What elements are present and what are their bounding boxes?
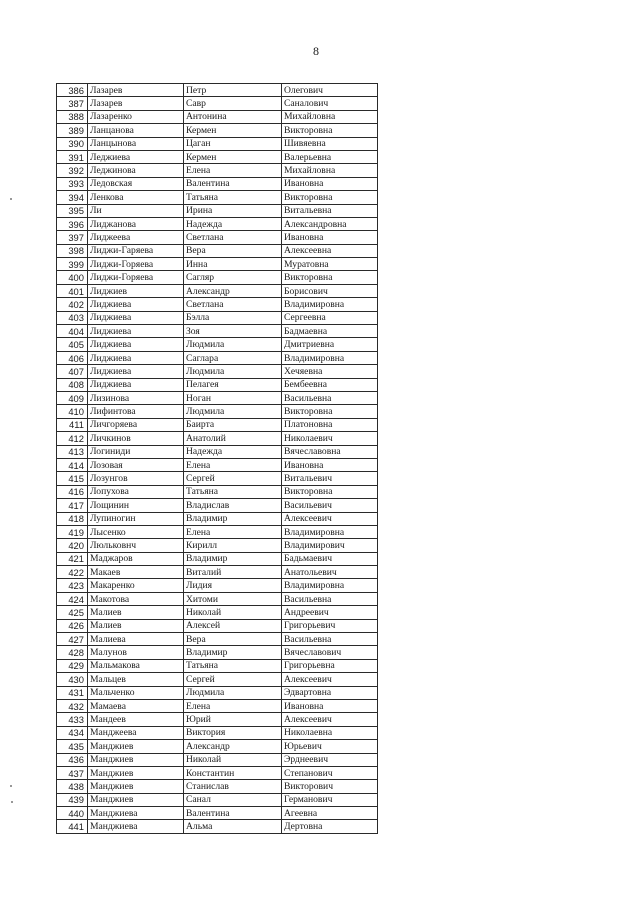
row-number: 429	[57, 659, 88, 672]
row-number: 401	[57, 284, 88, 297]
row-number: 404	[57, 325, 88, 338]
table-row	[57, 378, 378, 391]
patronymic-cell: Агеевна	[282, 807, 378, 820]
first-name-cell: Анатолий	[184, 432, 282, 445]
first-name-cell: Саглара	[184, 351, 282, 364]
table-row	[57, 686, 378, 699]
surname-cell: Лиджи-Горяева	[88, 271, 184, 284]
surname-cell: Манджиева	[88, 807, 184, 820]
patronymic-cell: Германович	[282, 793, 378, 806]
row-number: 397	[57, 231, 88, 244]
table-row	[57, 726, 378, 739]
surname-cell: Лысенко	[88, 525, 184, 538]
first-name-cell: Константин	[184, 766, 282, 779]
surname-cell: Манджиев	[88, 740, 184, 753]
surname-cell: Малиев	[88, 606, 184, 619]
first-name-cell: Александр	[184, 284, 282, 297]
surname-cell: Манджиева	[88, 820, 184, 833]
patronymic-cell: Дмитриевна	[282, 338, 378, 351]
surname-cell: Малиева	[88, 633, 184, 646]
table-row	[57, 338, 378, 351]
row-number: 430	[57, 673, 88, 686]
surname-cell: Лазаренко	[88, 110, 184, 123]
table-row	[57, 673, 378, 686]
table-row	[57, 204, 378, 217]
row-number: 386	[57, 84, 88, 97]
first-name-cell: Савр	[184, 97, 282, 110]
first-name-cell: Светлана	[184, 231, 282, 244]
patronymic-cell: Вячеславовна	[282, 445, 378, 458]
table-row	[57, 766, 378, 779]
row-number: 412	[57, 432, 88, 445]
table-row	[57, 271, 378, 284]
table-row	[57, 753, 378, 766]
surname-cell: Лиджиева	[88, 298, 184, 311]
page-number: 8	[313, 44, 319, 58]
first-name-cell: Владимир	[184, 552, 282, 565]
surname-cell: Мальцев	[88, 673, 184, 686]
surname-cell: Макаев	[88, 566, 184, 579]
first-name-cell: Кермен	[184, 150, 282, 163]
table-row	[57, 231, 378, 244]
first-name-cell: Санал	[184, 793, 282, 806]
table-row	[57, 244, 378, 257]
table-row	[57, 191, 378, 204]
row-number: 420	[57, 539, 88, 552]
surname-cell: Ли	[88, 204, 184, 217]
table-row	[57, 499, 378, 512]
row-number: 396	[57, 217, 88, 230]
row-number: 407	[57, 365, 88, 378]
patronymic-cell: Алексеевич	[282, 713, 378, 726]
row-number: 387	[57, 97, 88, 110]
surname-cell: Лиджиева	[88, 378, 184, 391]
table-row	[57, 793, 378, 806]
patronymic-cell: Алексеевич	[282, 673, 378, 686]
first-name-cell: Елена	[184, 164, 282, 177]
table-row	[57, 150, 378, 163]
table-row	[57, 552, 378, 565]
table-row	[57, 110, 378, 123]
surname-cell: Лощинин	[88, 499, 184, 512]
first-name-cell: Инна	[184, 258, 282, 271]
row-number: 403	[57, 311, 88, 324]
patronymic-cell: Александровна	[282, 217, 378, 230]
patronymic-cell: Ивановна	[282, 231, 378, 244]
first-name-cell: Татьяна	[184, 191, 282, 204]
table-row	[57, 405, 378, 418]
first-name-cell: Бэлла	[184, 311, 282, 324]
surname-cell: Лиджи-Гаряева	[88, 244, 184, 257]
table-row	[57, 566, 378, 579]
row-number: 388	[57, 110, 88, 123]
table-row	[57, 84, 378, 97]
table-row	[57, 512, 378, 525]
surname-cell: Лиджиева	[88, 351, 184, 364]
first-name-cell: Людмила	[184, 405, 282, 418]
patronymic-cell: Васильевна	[282, 633, 378, 646]
table-row	[57, 472, 378, 485]
row-number: 402	[57, 298, 88, 311]
surname-cell: Лиджеева	[88, 231, 184, 244]
patronymic-cell: Николаевич	[282, 432, 378, 445]
table-row	[57, 325, 378, 338]
surname-cell: Макотова	[88, 592, 184, 605]
table-row	[57, 659, 378, 672]
first-name-cell: Антонина	[184, 110, 282, 123]
patronymic-cell: Эрднеевич	[282, 753, 378, 766]
row-number: 438	[57, 780, 88, 793]
surname-cell: Люльковнч	[88, 539, 184, 552]
row-number: 391	[57, 150, 88, 163]
patronymic-cell: Валерьевна	[282, 150, 378, 163]
surname-cell: Лазарев	[88, 84, 184, 97]
table-row	[57, 124, 378, 137]
patronymic-cell: Владимирович	[282, 539, 378, 552]
row-number: 416	[57, 485, 88, 498]
patronymic-cell: Васильевна	[282, 391, 378, 404]
patronymic-cell: Михайловна	[282, 110, 378, 123]
patronymic-cell: Васильевич	[282, 499, 378, 512]
patronymic-cell: Муратовна	[282, 258, 378, 271]
row-number: 439	[57, 793, 88, 806]
table-row	[57, 311, 378, 324]
patronymic-cell: Владимировна	[282, 579, 378, 592]
table-row	[57, 217, 378, 230]
first-name-cell: Юрий	[184, 713, 282, 726]
patronymic-cell: Бадьмаевич	[282, 552, 378, 565]
surname-cell: Мамаева	[88, 699, 184, 712]
first-name-cell: Зоя	[184, 325, 282, 338]
patronymic-cell: Вячеславович	[282, 646, 378, 659]
surname-cell: Лиджи-Горяева	[88, 258, 184, 271]
first-name-cell: Валентина	[184, 807, 282, 820]
patronymic-cell: Ивановна	[282, 177, 378, 190]
table-row	[57, 539, 378, 552]
row-number: 399	[57, 258, 88, 271]
patronymic-cell: Владимировна	[282, 298, 378, 311]
row-number: 415	[57, 472, 88, 485]
names-table-body	[57, 84, 378, 834]
scan-speck	[10, 785, 12, 787]
table-row	[57, 351, 378, 364]
first-name-cell: Кермен	[184, 124, 282, 137]
patronymic-cell: Платоновна	[282, 418, 378, 431]
first-name-cell: Татьяна	[184, 485, 282, 498]
first-name-cell: Людмила	[184, 686, 282, 699]
patronymic-cell: Эдвартовна	[282, 686, 378, 699]
row-number: 417	[57, 499, 88, 512]
first-name-cell: Елена	[184, 699, 282, 712]
row-number: 437	[57, 766, 88, 779]
row-number: 419	[57, 525, 88, 538]
first-name-cell: Сергей	[184, 673, 282, 686]
surname-cell: Лозунгов	[88, 472, 184, 485]
table-row	[57, 258, 378, 271]
surname-cell: Макаренко	[88, 579, 184, 592]
row-number: 433	[57, 713, 88, 726]
surname-cell: Ледовская	[88, 177, 184, 190]
first-name-cell: Владимир	[184, 512, 282, 525]
surname-cell: Лиджиева	[88, 311, 184, 324]
first-name-cell: Вера	[184, 633, 282, 646]
row-number: 441	[57, 820, 88, 833]
table-row	[57, 164, 378, 177]
surname-cell: Лазарев	[88, 97, 184, 110]
surname-cell: Малиев	[88, 619, 184, 632]
patronymic-cell: Васильевна	[282, 592, 378, 605]
first-name-cell: Ноган	[184, 391, 282, 404]
patronymic-cell: Ивановна	[282, 699, 378, 712]
table-row	[57, 646, 378, 659]
surname-cell: Лиджиева	[88, 325, 184, 338]
row-number: 398	[57, 244, 88, 257]
surname-cell: Ланцынова	[88, 137, 184, 150]
patronymic-cell: Дертовна	[282, 820, 378, 833]
first-name-cell: Сергей	[184, 472, 282, 485]
surname-cell: Лифинтова	[88, 405, 184, 418]
row-number: 423	[57, 579, 88, 592]
surname-cell: Манджиев	[88, 793, 184, 806]
patronymic-cell: Михайловна	[282, 164, 378, 177]
patronymic-cell: Алексеевна	[282, 244, 378, 257]
patronymic-cell: Шивяевна	[282, 137, 378, 150]
patronymic-cell: Саналович	[282, 97, 378, 110]
first-name-cell: Надежда	[184, 217, 282, 230]
row-number: 390	[57, 137, 88, 150]
surname-cell: Лиджиева	[88, 338, 184, 351]
patronymic-cell: Анатольевич	[282, 566, 378, 579]
patronymic-cell: Борисович	[282, 284, 378, 297]
row-number: 405	[57, 338, 88, 351]
first-name-cell: Сагляр	[184, 271, 282, 284]
table-row	[57, 445, 378, 458]
row-number: 428	[57, 646, 88, 659]
table-row	[57, 713, 378, 726]
row-number: 410	[57, 405, 88, 418]
table-row	[57, 579, 378, 592]
patronymic-cell: Николаевна	[282, 726, 378, 739]
row-number: 426	[57, 619, 88, 632]
patronymic-cell: Ивановна	[282, 458, 378, 471]
patronymic-cell: Владимировна	[282, 525, 378, 538]
surname-cell: Мандеев	[88, 713, 184, 726]
surname-cell: Личгоряева	[88, 418, 184, 431]
row-number: 418	[57, 512, 88, 525]
first-name-cell: Вера	[184, 244, 282, 257]
surname-cell: Ленкова	[88, 191, 184, 204]
table-row	[57, 284, 378, 297]
table-row	[57, 432, 378, 445]
first-name-cell: Людмила	[184, 365, 282, 378]
first-name-cell: Ирина	[184, 204, 282, 217]
row-number: 414	[57, 458, 88, 471]
first-name-cell: Баирта	[184, 418, 282, 431]
surname-cell: Манджиев	[88, 780, 184, 793]
row-number: 435	[57, 740, 88, 753]
row-number: 432	[57, 699, 88, 712]
surname-cell: Логиниди	[88, 445, 184, 458]
table-row	[57, 606, 378, 619]
patronymic-cell: Алексеевич	[282, 512, 378, 525]
surname-cell: Мальмакова	[88, 659, 184, 672]
scan-speck	[11, 801, 13, 803]
table-row	[57, 365, 378, 378]
row-number: 408	[57, 378, 88, 391]
row-number: 400	[57, 271, 88, 284]
first-name-cell: Владислав	[184, 499, 282, 512]
patronymic-cell: Григорьевич	[282, 619, 378, 632]
first-name-cell: Владимир	[184, 646, 282, 659]
table-row	[57, 807, 378, 820]
patronymic-cell: Викторовна	[282, 271, 378, 284]
row-number: 392	[57, 164, 88, 177]
table-row	[57, 780, 378, 793]
first-name-cell: Виталий	[184, 566, 282, 579]
first-name-cell: Хитоми	[184, 592, 282, 605]
row-number: 394	[57, 191, 88, 204]
table-row	[57, 592, 378, 605]
surname-cell: Маджаров	[88, 552, 184, 565]
row-number: 440	[57, 807, 88, 820]
surname-cell: Лиджанова	[88, 217, 184, 230]
row-number: 421	[57, 552, 88, 565]
row-number: 427	[57, 633, 88, 646]
surname-cell: Лиджиев	[88, 284, 184, 297]
row-number: 422	[57, 566, 88, 579]
patronymic-cell: Викторовна	[282, 191, 378, 204]
first-name-cell: Лидия	[184, 579, 282, 592]
surname-cell: Лупиногин	[88, 512, 184, 525]
row-number: 411	[57, 418, 88, 431]
patronymic-cell: Викторовна	[282, 405, 378, 418]
patronymic-cell: Степанович	[282, 766, 378, 779]
table-row	[57, 699, 378, 712]
table-row	[57, 177, 378, 190]
row-number: 431	[57, 686, 88, 699]
table-row	[57, 820, 378, 833]
row-number: 413	[57, 445, 88, 458]
row-number: 425	[57, 606, 88, 619]
row-number: 424	[57, 592, 88, 605]
surname-cell: Личкинов	[88, 432, 184, 445]
surname-cell: Манджиев	[88, 766, 184, 779]
patronymic-cell: Викторовна	[282, 485, 378, 498]
patronymic-cell: Владимировна	[282, 351, 378, 364]
first-name-cell: Светлана	[184, 298, 282, 311]
first-name-cell: Алексей	[184, 619, 282, 632]
table-row	[57, 525, 378, 538]
row-number: 395	[57, 204, 88, 217]
patronymic-cell: Витальевна	[282, 204, 378, 217]
table-row	[57, 619, 378, 632]
first-name-cell: Станислав	[184, 780, 282, 793]
first-name-cell: Людмила	[184, 338, 282, 351]
table-row	[57, 485, 378, 498]
patronymic-cell: Бембеевна	[282, 378, 378, 391]
patronymic-cell: Викторовна	[282, 124, 378, 137]
surname-cell: Мальченко	[88, 686, 184, 699]
first-name-cell: Александр	[184, 740, 282, 753]
first-name-cell: Надежда	[184, 445, 282, 458]
patronymic-cell: Андреевич	[282, 606, 378, 619]
patronymic-cell: Витальевич	[282, 472, 378, 485]
first-name-cell: Елена	[184, 525, 282, 538]
table-row	[57, 391, 378, 404]
first-name-cell: Петр	[184, 84, 282, 97]
first-name-cell: Альма	[184, 820, 282, 833]
table-row	[57, 137, 378, 150]
patronymic-cell: Сергеевна	[282, 311, 378, 324]
first-name-cell: Елена	[184, 458, 282, 471]
patronymic-cell: Бадмаевна	[282, 325, 378, 338]
first-name-cell: Цаган	[184, 137, 282, 150]
table-row	[57, 418, 378, 431]
table-row	[57, 298, 378, 311]
surname-cell: Ланцанова	[88, 124, 184, 137]
row-number: 434	[57, 726, 88, 739]
surname-cell: Малунов	[88, 646, 184, 659]
first-name-cell: Татьяна	[184, 659, 282, 672]
first-name-cell: Виктория	[184, 726, 282, 739]
surname-cell: Леджинова	[88, 164, 184, 177]
surname-cell: Манджиев	[88, 753, 184, 766]
first-name-cell: Валентина	[184, 177, 282, 190]
row-number: 389	[57, 124, 88, 137]
table-row	[57, 458, 378, 471]
table-row	[57, 97, 378, 110]
first-name-cell: Николай	[184, 753, 282, 766]
surname-cell: Лиджиева	[88, 365, 184, 378]
patronymic-cell: Викторович	[282, 780, 378, 793]
patronymic-cell: Юрьевич	[282, 740, 378, 753]
patronymic-cell: Хечяевна	[282, 365, 378, 378]
surname-cell: Лозовая	[88, 458, 184, 471]
names-table	[56, 83, 378, 834]
surname-cell: Лизинова	[88, 391, 184, 404]
table-row	[57, 633, 378, 646]
first-name-cell: Николай	[184, 606, 282, 619]
row-number: 406	[57, 351, 88, 364]
surname-cell: Лопухова	[88, 485, 184, 498]
patronymic-cell: Олегович	[282, 84, 378, 97]
surname-cell: Леджиева	[88, 150, 184, 163]
row-number: 436	[57, 753, 88, 766]
first-name-cell: Пелагея	[184, 378, 282, 391]
surname-cell: Манджеева	[88, 726, 184, 739]
row-number: 393	[57, 177, 88, 190]
first-name-cell: Кирилл	[184, 539, 282, 552]
row-number: 409	[57, 391, 88, 404]
patronymic-cell: Григорьевна	[282, 659, 378, 672]
scan-speck	[10, 198, 12, 200]
table-row	[57, 740, 378, 753]
